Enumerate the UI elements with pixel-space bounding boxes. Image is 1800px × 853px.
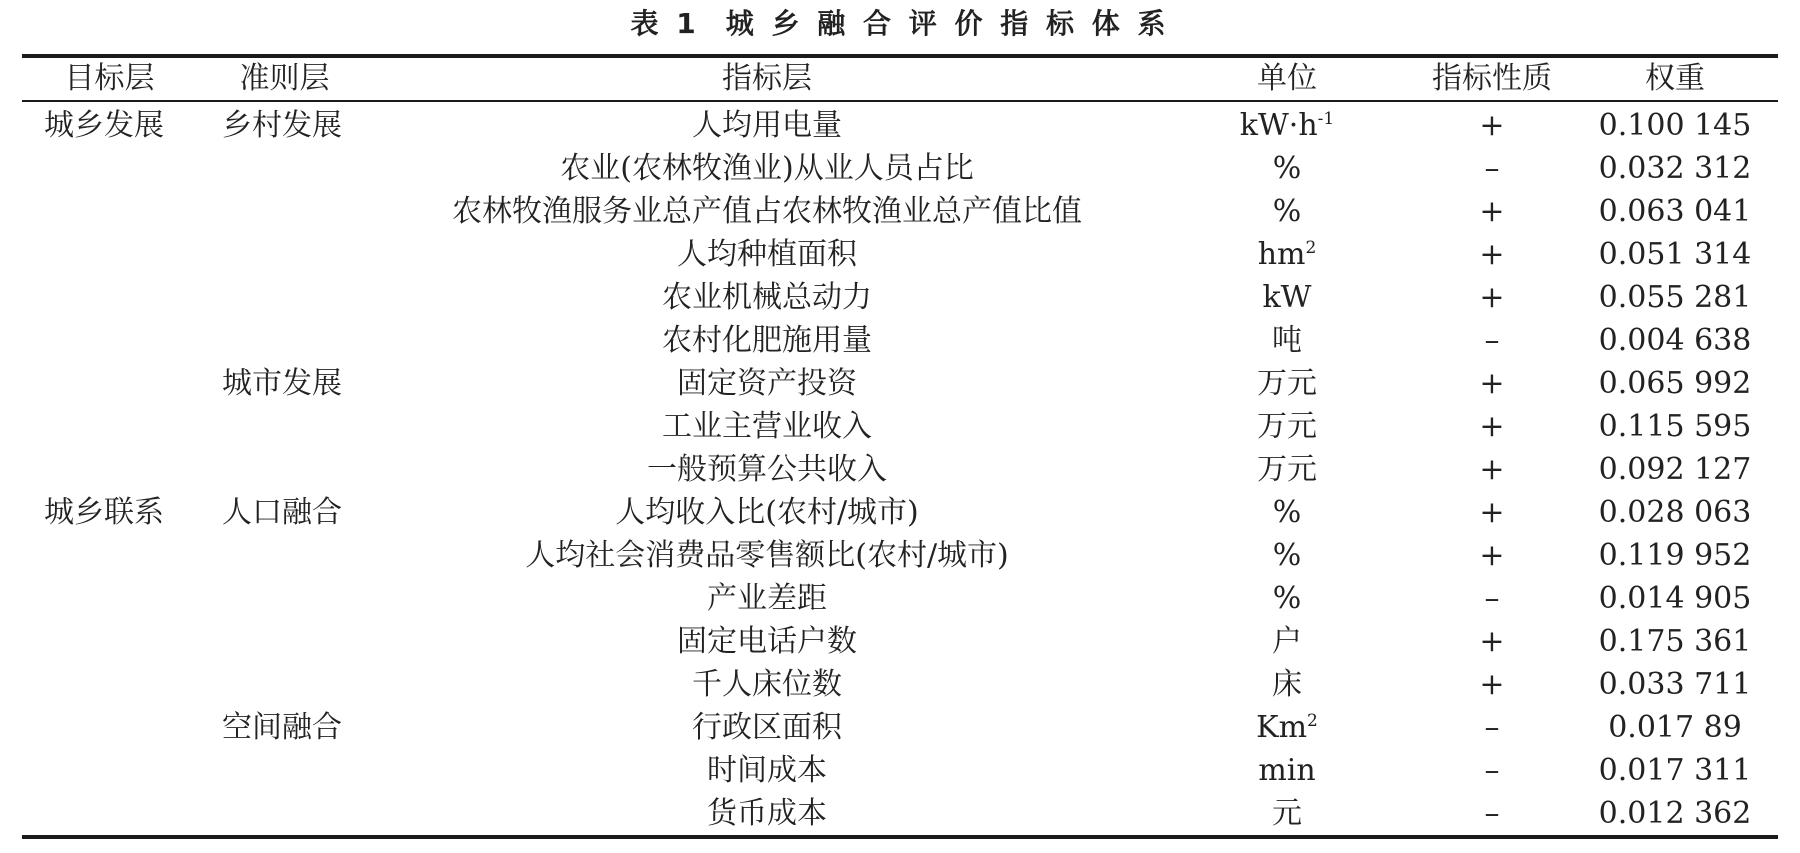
indicator-text: 固定资产投资 xyxy=(677,366,857,401)
nature-cell xyxy=(1412,577,1572,620)
goal-layer-cell xyxy=(22,405,197,448)
unit-cell xyxy=(1162,319,1412,362)
unit-cell xyxy=(1162,405,1412,448)
criterion-layer-cell xyxy=(197,706,372,749)
indicator-text: 农业(农林牧渔业)从业人员占比 xyxy=(560,151,974,186)
criterion-layer-text: 城市发展 xyxy=(222,366,342,401)
indicator-cell xyxy=(372,663,1162,706)
goal-layer-cell xyxy=(22,448,197,491)
weight-text: 0.017 89 xyxy=(1608,710,1742,745)
nature-text: + xyxy=(1479,409,1505,444)
weight-text: 0.032 312 xyxy=(1598,151,1752,186)
unit-text: hm xyxy=(1257,237,1306,272)
table-row xyxy=(22,491,1778,534)
goal-layer-cell xyxy=(22,190,197,233)
weight-cell xyxy=(1572,491,1778,534)
goal-layer-cell xyxy=(22,233,197,276)
weight-cell xyxy=(1572,620,1778,663)
criterion-layer-cell xyxy=(197,577,372,620)
indicator-text: 行政区面积 xyxy=(692,710,842,745)
criterion-layer-cell xyxy=(197,792,372,837)
table-row xyxy=(22,534,1778,577)
weight-cell xyxy=(1572,749,1778,792)
table-row xyxy=(22,405,1778,448)
weight-cell xyxy=(1572,534,1778,577)
weight-cell xyxy=(1572,147,1778,190)
nature-cell xyxy=(1412,319,1572,362)
nature-text: + xyxy=(1479,495,1505,530)
goal-layer-cell xyxy=(22,706,197,749)
goal-layer-text: 城乡发展 xyxy=(44,108,164,143)
criterion-layer-text: 空间融合 xyxy=(222,710,342,745)
unit-text: % xyxy=(1272,151,1302,186)
weight-cell xyxy=(1572,190,1778,233)
nature-cell xyxy=(1412,448,1572,491)
unit-text: 万元 xyxy=(1257,452,1317,487)
unit-text: min xyxy=(1258,753,1316,788)
goal-layer-text: 城乡联系 xyxy=(44,495,164,530)
unit-text: 吨 xyxy=(1272,323,1302,358)
indicator-cell xyxy=(372,706,1162,749)
unit-cell xyxy=(1162,101,1412,147)
header-goal-layer: 目标层 xyxy=(64,61,155,96)
indicator-text: 人均社会消费品零售额比(农村/城市) xyxy=(525,538,1009,573)
unit-text: % xyxy=(1272,581,1302,616)
weight-text: 0.017 311 xyxy=(1598,753,1752,788)
unit-text: 床 xyxy=(1272,667,1302,702)
nature-cell xyxy=(1412,706,1572,749)
indicator-table xyxy=(22,54,1778,839)
unit-cell xyxy=(1162,233,1412,276)
criterion-layer-cell xyxy=(197,362,372,405)
nature-text: + xyxy=(1479,667,1505,702)
indicator-cell xyxy=(372,792,1162,837)
nature-cell xyxy=(1412,534,1572,577)
indicator-text: 千人床位数 xyxy=(692,667,842,702)
unit-text: kW·h xyxy=(1239,108,1318,143)
weight-cell xyxy=(1572,577,1778,620)
goal-layer-cell xyxy=(22,749,197,792)
weight-text: 0.014 905 xyxy=(1598,581,1752,616)
criterion-layer-cell xyxy=(197,448,372,491)
criterion-layer-text: 乡村发展 xyxy=(222,108,342,143)
unit-cell xyxy=(1162,147,1412,190)
indicator-text: 人均用电量 xyxy=(692,108,842,143)
weight-cell xyxy=(1572,405,1778,448)
indicator-text: 工业主营业收入 xyxy=(662,409,872,444)
weight-cell xyxy=(1572,319,1778,362)
nature-text: + xyxy=(1479,366,1505,401)
indicator-text: 一般预算公共收入 xyxy=(647,452,887,487)
table-row xyxy=(22,101,1778,147)
unit-superscript: 2 xyxy=(1305,238,1317,258)
unit-cell xyxy=(1162,663,1412,706)
weight-text: 0.004 638 xyxy=(1598,323,1752,358)
table-body xyxy=(22,101,1778,837)
unit-text: 元 xyxy=(1272,796,1302,831)
nature-text: – xyxy=(1484,710,1500,745)
nature-cell xyxy=(1412,792,1572,837)
goal-layer-cell xyxy=(22,792,197,837)
criterion-layer-cell xyxy=(197,319,372,362)
unit-cell xyxy=(1162,362,1412,405)
weight-text: 0.100 145 xyxy=(1598,108,1752,143)
nature-text: – xyxy=(1484,581,1500,616)
criterion-layer-cell xyxy=(197,147,372,190)
nature-text: + xyxy=(1479,237,1505,272)
criterion-layer-cell xyxy=(197,233,372,276)
indicator-cell xyxy=(372,448,1162,491)
table-row xyxy=(22,706,1778,749)
nature-cell xyxy=(1412,405,1572,448)
weight-cell xyxy=(1572,276,1778,319)
criterion-layer-text: 人口融合 xyxy=(222,495,342,530)
unit-cell xyxy=(1162,448,1412,491)
weight-cell xyxy=(1572,233,1778,276)
unit-cell xyxy=(1162,792,1412,837)
weight-cell xyxy=(1572,362,1778,405)
nature-text: – xyxy=(1484,151,1500,186)
table-row xyxy=(22,362,1778,405)
header-weight: 权重 xyxy=(1645,61,1705,96)
indicator-text: 固定电话户数 xyxy=(677,624,857,659)
nature-text: – xyxy=(1484,323,1500,358)
weight-text: 0.012 362 xyxy=(1598,796,1752,831)
table-row xyxy=(22,190,1778,233)
nature-cell xyxy=(1412,190,1572,233)
criterion-layer-cell xyxy=(197,663,372,706)
nature-text: + xyxy=(1479,538,1505,573)
indicator-text: 农村化肥施用量 xyxy=(662,323,872,358)
indicator-text: 货币成本 xyxy=(707,796,827,831)
header-criterion-layer: 准则层 xyxy=(239,61,330,96)
criterion-layer-cell xyxy=(197,276,372,319)
weight-text: 0.028 063 xyxy=(1598,495,1752,530)
goal-layer-cell xyxy=(22,276,197,319)
criterion-layer-cell xyxy=(197,190,372,233)
nature-cell xyxy=(1412,276,1572,319)
indicator-cell xyxy=(372,362,1162,405)
nature-cell xyxy=(1412,233,1572,276)
weight-cell xyxy=(1572,706,1778,749)
indicator-text: 农业机械总动力 xyxy=(662,280,872,315)
unit-cell xyxy=(1162,706,1412,749)
unit-text: 万元 xyxy=(1257,409,1317,444)
indicator-text: 时间成本 xyxy=(707,753,827,788)
goal-layer-cell xyxy=(22,362,197,405)
indicator-cell xyxy=(372,534,1162,577)
weight-text: 0.051 314 xyxy=(1598,237,1752,272)
unit-text: 户 xyxy=(1272,624,1302,659)
goal-layer-cell xyxy=(22,101,197,147)
unit-text: % xyxy=(1272,194,1302,229)
goal-layer-cell xyxy=(22,319,197,362)
nature-text: + xyxy=(1479,624,1505,659)
weight-cell xyxy=(1572,792,1778,837)
unit-cell xyxy=(1162,749,1412,792)
unit-cell xyxy=(1162,577,1412,620)
weight-text: 0.055 281 xyxy=(1598,280,1752,315)
weight-text: 0.063 041 xyxy=(1598,194,1752,229)
indicator-cell xyxy=(372,190,1162,233)
goal-layer-cell xyxy=(22,620,197,663)
nature-text: + xyxy=(1479,280,1505,315)
indicator-cell xyxy=(372,101,1162,147)
table-title: 城 乡 融 合 评 价 指 标 体 系 xyxy=(725,7,1170,40)
nature-cell xyxy=(1412,663,1572,706)
nature-text: + xyxy=(1479,452,1505,487)
criterion-layer-cell xyxy=(197,405,372,448)
table-row xyxy=(22,577,1778,620)
nature-cell xyxy=(1412,147,1572,190)
weight-cell xyxy=(1572,101,1778,147)
nature-cell xyxy=(1412,491,1572,534)
header-indicator-nature: 指标性质 xyxy=(1432,61,1552,96)
table-number: 表 1 xyxy=(630,7,700,40)
nature-text: – xyxy=(1484,753,1500,788)
goal-layer-cell xyxy=(22,147,197,190)
indicator-text: 人均种植面积 xyxy=(677,237,857,272)
table-row xyxy=(22,233,1778,276)
table-row xyxy=(22,792,1778,837)
unit-cell xyxy=(1162,190,1412,233)
unit-cell xyxy=(1162,620,1412,663)
unit-text: Km xyxy=(1256,710,1308,745)
table-caption xyxy=(0,6,1800,42)
unit-text: % xyxy=(1272,495,1302,530)
nature-cell xyxy=(1412,101,1572,147)
table-row xyxy=(22,620,1778,663)
weight-text: 0.033 711 xyxy=(1598,667,1752,702)
table-row xyxy=(22,319,1778,362)
indicator-text: 农林牧渔服务业总产值占农林牧渔业总产值比值 xyxy=(452,194,1082,229)
weight-cell xyxy=(1572,663,1778,706)
unit-text: kW xyxy=(1262,280,1312,315)
criterion-layer-cell xyxy=(197,534,372,577)
weight-text: 0.175 361 xyxy=(1598,624,1752,659)
indicator-cell xyxy=(372,620,1162,663)
nature-text: + xyxy=(1479,194,1505,229)
criterion-layer-cell xyxy=(197,620,372,663)
goal-layer-cell xyxy=(22,491,197,534)
nature-cell xyxy=(1412,620,1572,663)
indicator-cell xyxy=(372,147,1162,190)
goal-layer-cell xyxy=(22,534,197,577)
indicator-cell xyxy=(372,233,1162,276)
criterion-layer-cell xyxy=(197,491,372,534)
unit-text: % xyxy=(1272,538,1302,573)
nature-text: – xyxy=(1484,796,1500,831)
indicator-cell xyxy=(372,405,1162,448)
indicator-cell xyxy=(372,749,1162,792)
weight-cell xyxy=(1572,448,1778,491)
weight-text: 0.065 992 xyxy=(1598,366,1752,401)
indicator-cell xyxy=(372,276,1162,319)
header-row xyxy=(22,56,1778,101)
weight-text: 0.115 595 xyxy=(1598,409,1752,444)
goal-layer-cell xyxy=(22,663,197,706)
table-row xyxy=(22,749,1778,792)
weight-text: 0.119 952 xyxy=(1598,538,1752,573)
indicator-cell xyxy=(372,319,1162,362)
criterion-layer-cell xyxy=(197,101,372,147)
nature-cell xyxy=(1412,362,1572,405)
table-row xyxy=(22,663,1778,706)
unit-text: 万元 xyxy=(1257,366,1317,401)
indicator-text: 产业差距 xyxy=(707,581,827,616)
unit-cell xyxy=(1162,491,1412,534)
indicator-cell xyxy=(372,577,1162,620)
table-row xyxy=(22,147,1778,190)
indicator-text: 人均收入比(农村/城市) xyxy=(615,495,919,530)
criterion-layer-cell xyxy=(197,749,372,792)
unit-cell xyxy=(1162,276,1412,319)
table-row xyxy=(22,276,1778,319)
unit-superscript: -1 xyxy=(1317,109,1335,129)
unit-superscript: 2 xyxy=(1307,711,1318,731)
unit-cell xyxy=(1162,534,1412,577)
indicator-table-container xyxy=(22,54,1778,839)
goal-layer-cell xyxy=(22,577,197,620)
weight-text: 0.092 127 xyxy=(1598,452,1752,487)
table-row xyxy=(22,448,1778,491)
nature-cell xyxy=(1412,749,1572,792)
header-unit: 单位 xyxy=(1257,61,1317,96)
header-indicator-layer: 指标层 xyxy=(722,61,812,96)
nature-text: + xyxy=(1479,108,1505,143)
indicator-cell xyxy=(372,491,1162,534)
